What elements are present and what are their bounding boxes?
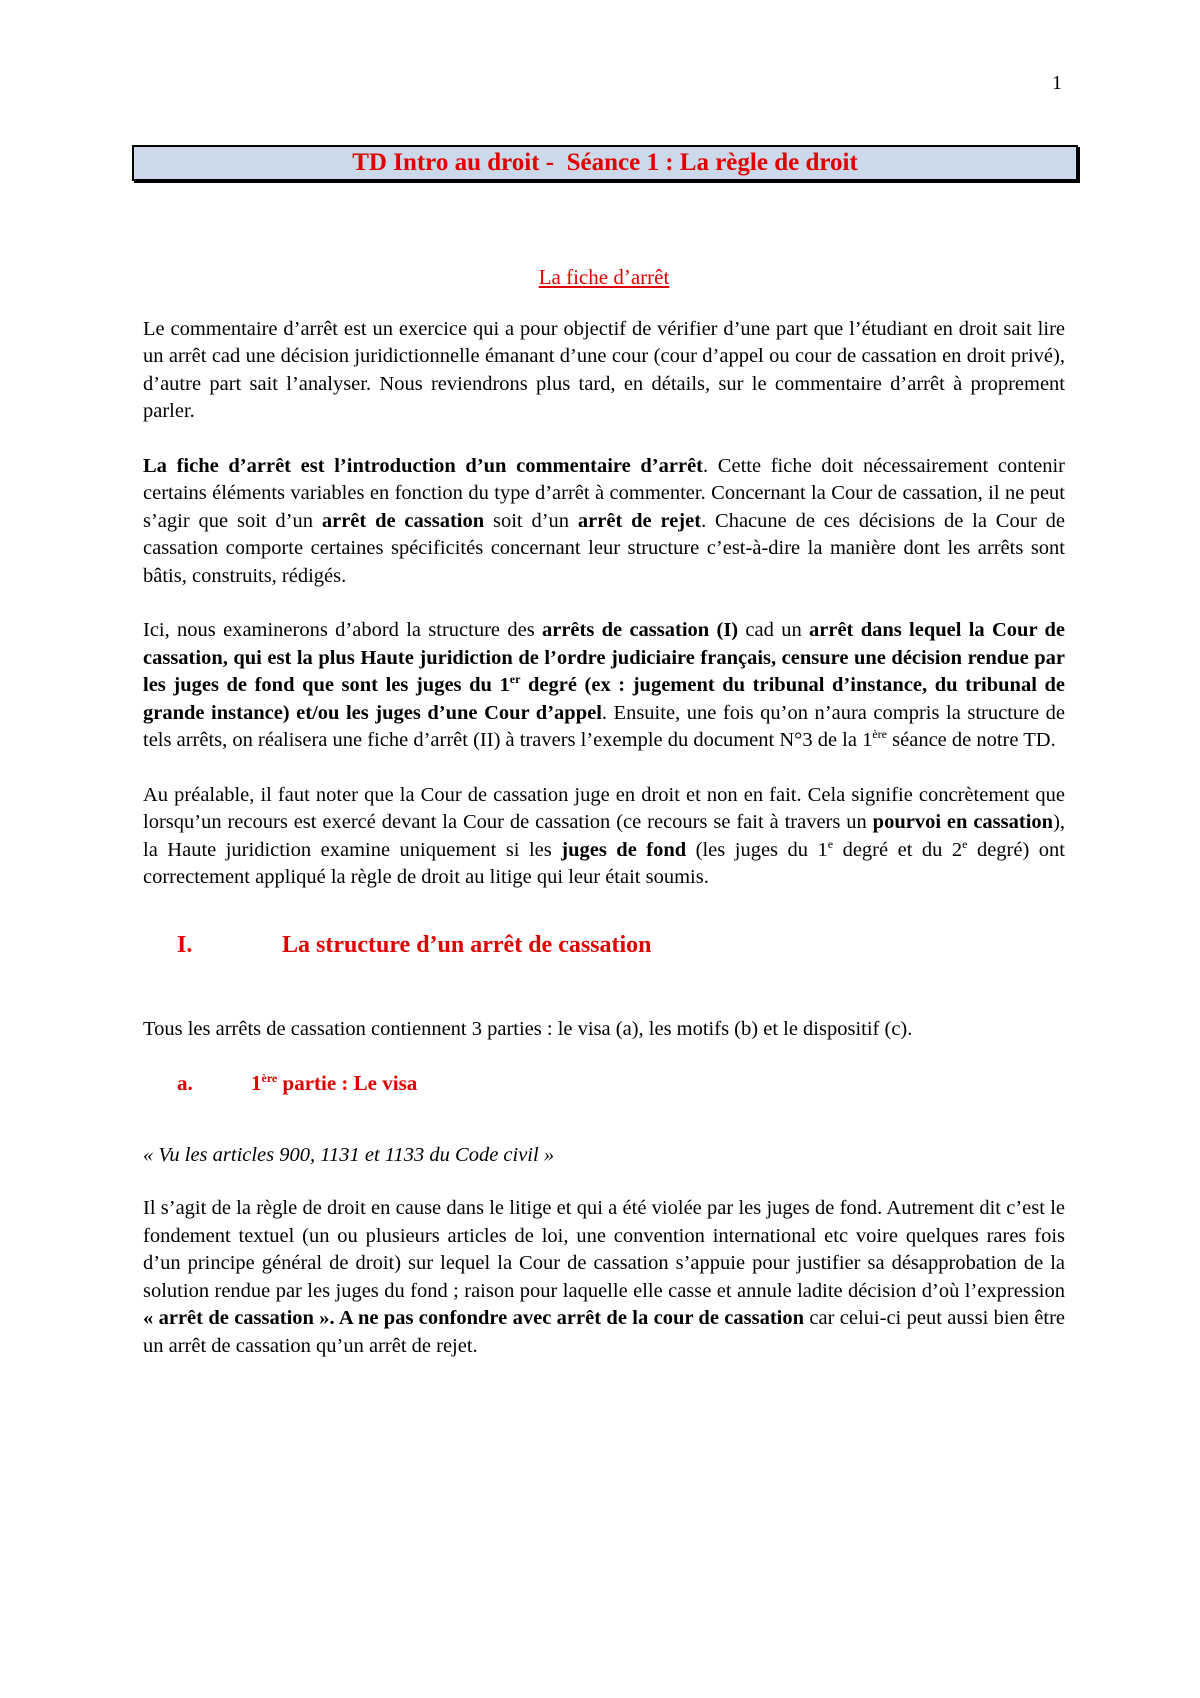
- text-run: séance de notre TD.: [887, 729, 1056, 751]
- page-number: 1: [1052, 72, 1062, 94]
- document-subtitle: La fiche d’arrêt: [538, 265, 670, 289]
- document-body: [143, 264, 1065, 1387]
- bold-text: juges de fond: [561, 838, 687, 861]
- text-run: ), la Haute juridiction examine uniquement si les: [143, 811, 1066, 861]
- text-run: degré) ont correctement appliqué la règle de droit au litige qui leur était soumis.: [143, 838, 1065, 888]
- paragraph-plan: [143, 617, 1065, 755]
- text-run: Ici, nous examinerons d’abord la structure des: [143, 619, 542, 641]
- bold-text: La fiche d’arrêt est l’introduction d’un commentaire d’arrêt: [143, 454, 703, 477]
- bold-text: degré (ex : jugement du tribunal d’instance, du tribunal de grande instance) et/ou les juges d’une Cour d’appel: [143, 674, 1065, 724]
- text-run: cad un: [738, 619, 810, 641]
- superscript: ère: [872, 727, 888, 742]
- text-run: partie : Le visa: [277, 1071, 418, 1095]
- text-run: (les juges du 1: [686, 838, 828, 861]
- paragraph-prealable: [143, 782, 1065, 892]
- page-title: TD Intro au droit - Séance 1 : La règle de droit: [132, 145, 1078, 181]
- paragraph-parties: Tous les arrêts de cassation contiennent 3 parties : le visa (a), les motifs (b) et le dispositif (c).: [143, 1017, 913, 1040]
- bold-text: « arrêt de cassation ». A ne pas confondre avec arrêt de la cour de cassation: [143, 1307, 805, 1329]
- text-run: 1: [251, 1071, 262, 1095]
- bold-text: arrêt de cassation: [321, 509, 485, 532]
- superscript: e: [962, 836, 968, 851]
- superscript: e: [827, 836, 834, 851]
- paragraph-fiche: [143, 453, 1065, 591]
- section-title: La structure d’un arrêt de cassation: [282, 931, 652, 958]
- paragraph-intro: Le commentaire d’arrêt est un exercice qui a pour objectif de vérifier d’une part que l’étudiant en droit sait lire un arrêt cad une décision juridictionnelle émanant d’une cour (cour d’appel ou cour de cassation en droit privé), d’autre part sait l’analyser. Nous reviendrons plus tard, en détails, sur le commentaire d’arrêt à proprement parler.: [143, 317, 1065, 422]
- section-number: I.: [177, 931, 193, 958]
- bold-text: arrêt de rejet: [577, 509, 702, 532]
- bold-text: pourvoi en cassation: [872, 811, 1054, 833]
- text-run: Au préalable, il faut noter que la Cour de cassation juge en droit et non en fait. Cela signifie concrètement que lorsqu’un recours est exercé devant la Cour de cassation (ce recours se fait à travers un: [143, 783, 1065, 833]
- superscript: ère: [261, 1071, 278, 1085]
- bold-text: arrêts de cassation (I): [541, 619, 739, 641]
- paragraph-visa: [143, 1195, 1065, 1360]
- subsection-title: [251, 1070, 417, 1098]
- text-run: car celui-ci peut aussi bien être un arrêt de cassation qu’un arrêt de rejet.: [143, 1307, 1066, 1357]
- section-heading-1: [177, 930, 1065, 960]
- text-run: Il s’agit de la règle de droit en cause dans le litige et qui a été violée par les juges de fond. Autrement dit c’est le fondement textuel (un ou plusieurs articles de loi, une convention international etc voire quelques rares fois d’un principe général de droit) sur lequel la Cour de cassation s’appuie pour justifier sa désapprobation de la solution rendue par les juges du fond ; raison pour laquelle elle casse et annule ladite décision d’où l’expression: [143, 1197, 1065, 1302]
- text-run: . Chacune de ces décisions de la Cour de cassation comporte certaines spécificités concernant leur structure c’est-à-dire la manière dont les arrêts sont bâtis, construits, rédigés.: [143, 509, 1065, 587]
- quote-visa: « Vu les articles 900, 1131 et 1133 du Code civil »: [143, 1143, 555, 1166]
- text-run: soit d’un: [484, 509, 578, 532]
- text-run: . Cette fiche doit nécessairement contenir certains éléments variables en fonction du type d’arrêt à commenter. Concernant la Cour de cassation, il ne peut s’agir que soit d’un: [143, 454, 1065, 532]
- text-run: degré et du 2: [833, 838, 963, 861]
- subsection-heading-a: [177, 1070, 1065, 1098]
- superscript: er: [509, 672, 521, 687]
- subsection-number: a.: [177, 1071, 193, 1095]
- bold-text: arrêt dans lequel la Cour de cassation, qui est la plus Haute juridiction de l’ordre judiciaire français, censure une décision rendue par les juges de fond que sont les juges du 1: [143, 619, 1065, 696]
- text-run: . Ensuite, une fois qu’on n’aura compris la structure de tels arrêts, on réalisera une fiche d’arrêt (II) à travers l’exemple du document N°3 de la 1: [143, 701, 1065, 751]
